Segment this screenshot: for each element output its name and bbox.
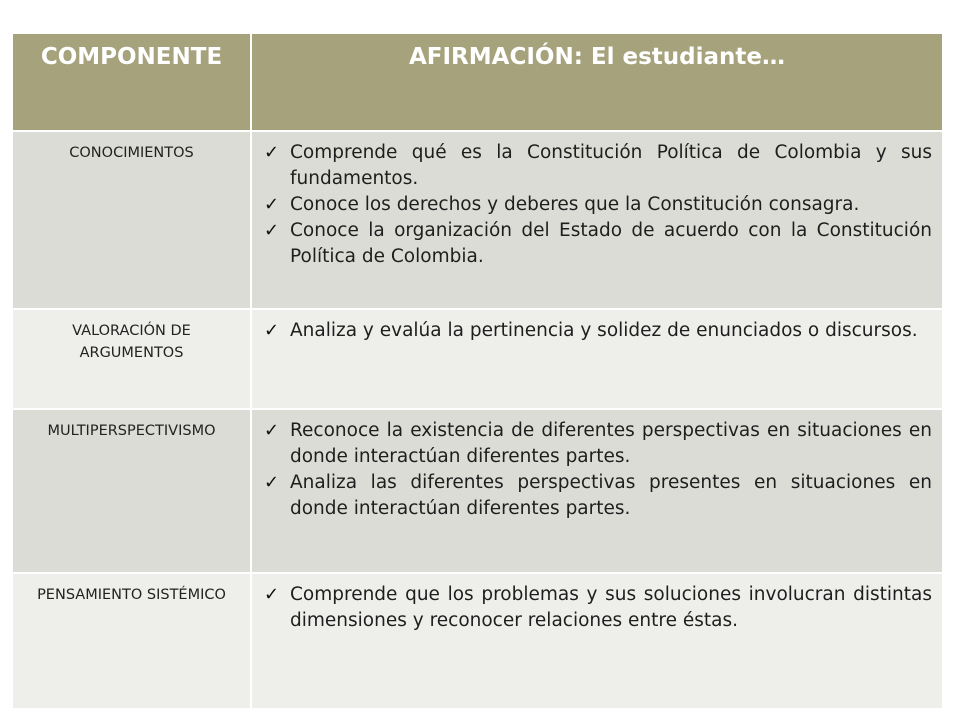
checkmark-icon: ✓ xyxy=(264,472,280,493)
affirmation-cell xyxy=(252,310,942,410)
checkmark-icon: ✓ xyxy=(264,320,280,341)
component-cell: MULTIPERSPECTIVISMO xyxy=(13,410,252,574)
affirmation-cell xyxy=(252,410,942,574)
table-row xyxy=(13,410,942,574)
list-item xyxy=(264,582,932,634)
table-row xyxy=(13,132,942,310)
checkmark-icon: ✓ xyxy=(264,420,280,441)
list-item xyxy=(264,418,932,470)
table-row xyxy=(13,574,942,710)
affirmation-cell xyxy=(252,574,942,710)
list-item xyxy=(264,470,932,522)
table-row xyxy=(13,310,942,410)
competency-table xyxy=(12,33,941,709)
component-cell: VALORACIÓN DE ARGUMENTOS xyxy=(13,310,252,410)
component-cell: CONOCIMIENTOS xyxy=(13,132,252,310)
checkmark-icon: ✓ xyxy=(264,142,280,163)
list-item xyxy=(264,192,932,218)
list-item xyxy=(264,218,932,270)
item-text: Conoce la organización del Estado de acuerdo con la Constitución Política de Colombia. xyxy=(290,220,932,267)
checkmark-icon: ✓ xyxy=(264,584,280,605)
checkmark-icon: ✓ xyxy=(264,194,280,215)
list-item xyxy=(264,140,932,192)
header-affirmation: AFIRMACIÓN: El estudiante… xyxy=(252,34,942,132)
item-text: Analiza las diferentes perspectivas presentes en situaciones en donde interactúan diferentes partes. xyxy=(290,472,932,519)
item-text: Analiza y evalúa la pertinencia y solidez de enunciados o discursos. xyxy=(290,320,918,341)
item-text: Conoce los derechos y deberes que la Constitución consagra. xyxy=(290,194,860,215)
item-text: Reconoce la existencia de diferentes perspectivas en situaciones en donde interactúan diferentes partes. xyxy=(290,420,932,467)
component-cell: PENSAMIENTO SISTÉMICO xyxy=(13,574,252,710)
header-component: COMPONENTE xyxy=(13,34,252,132)
table-header-row xyxy=(13,34,942,132)
item-text: Comprende qué es la Constitución Política de Colombia y sus fundamentos. xyxy=(290,142,932,189)
affirmation-cell xyxy=(252,132,942,310)
checkmark-icon: ✓ xyxy=(264,220,280,241)
item-text: Comprende que los problemas y sus soluciones involucran distintas dimensiones y reconocer relaciones entre éstas. xyxy=(290,584,932,631)
list-item xyxy=(264,318,932,344)
